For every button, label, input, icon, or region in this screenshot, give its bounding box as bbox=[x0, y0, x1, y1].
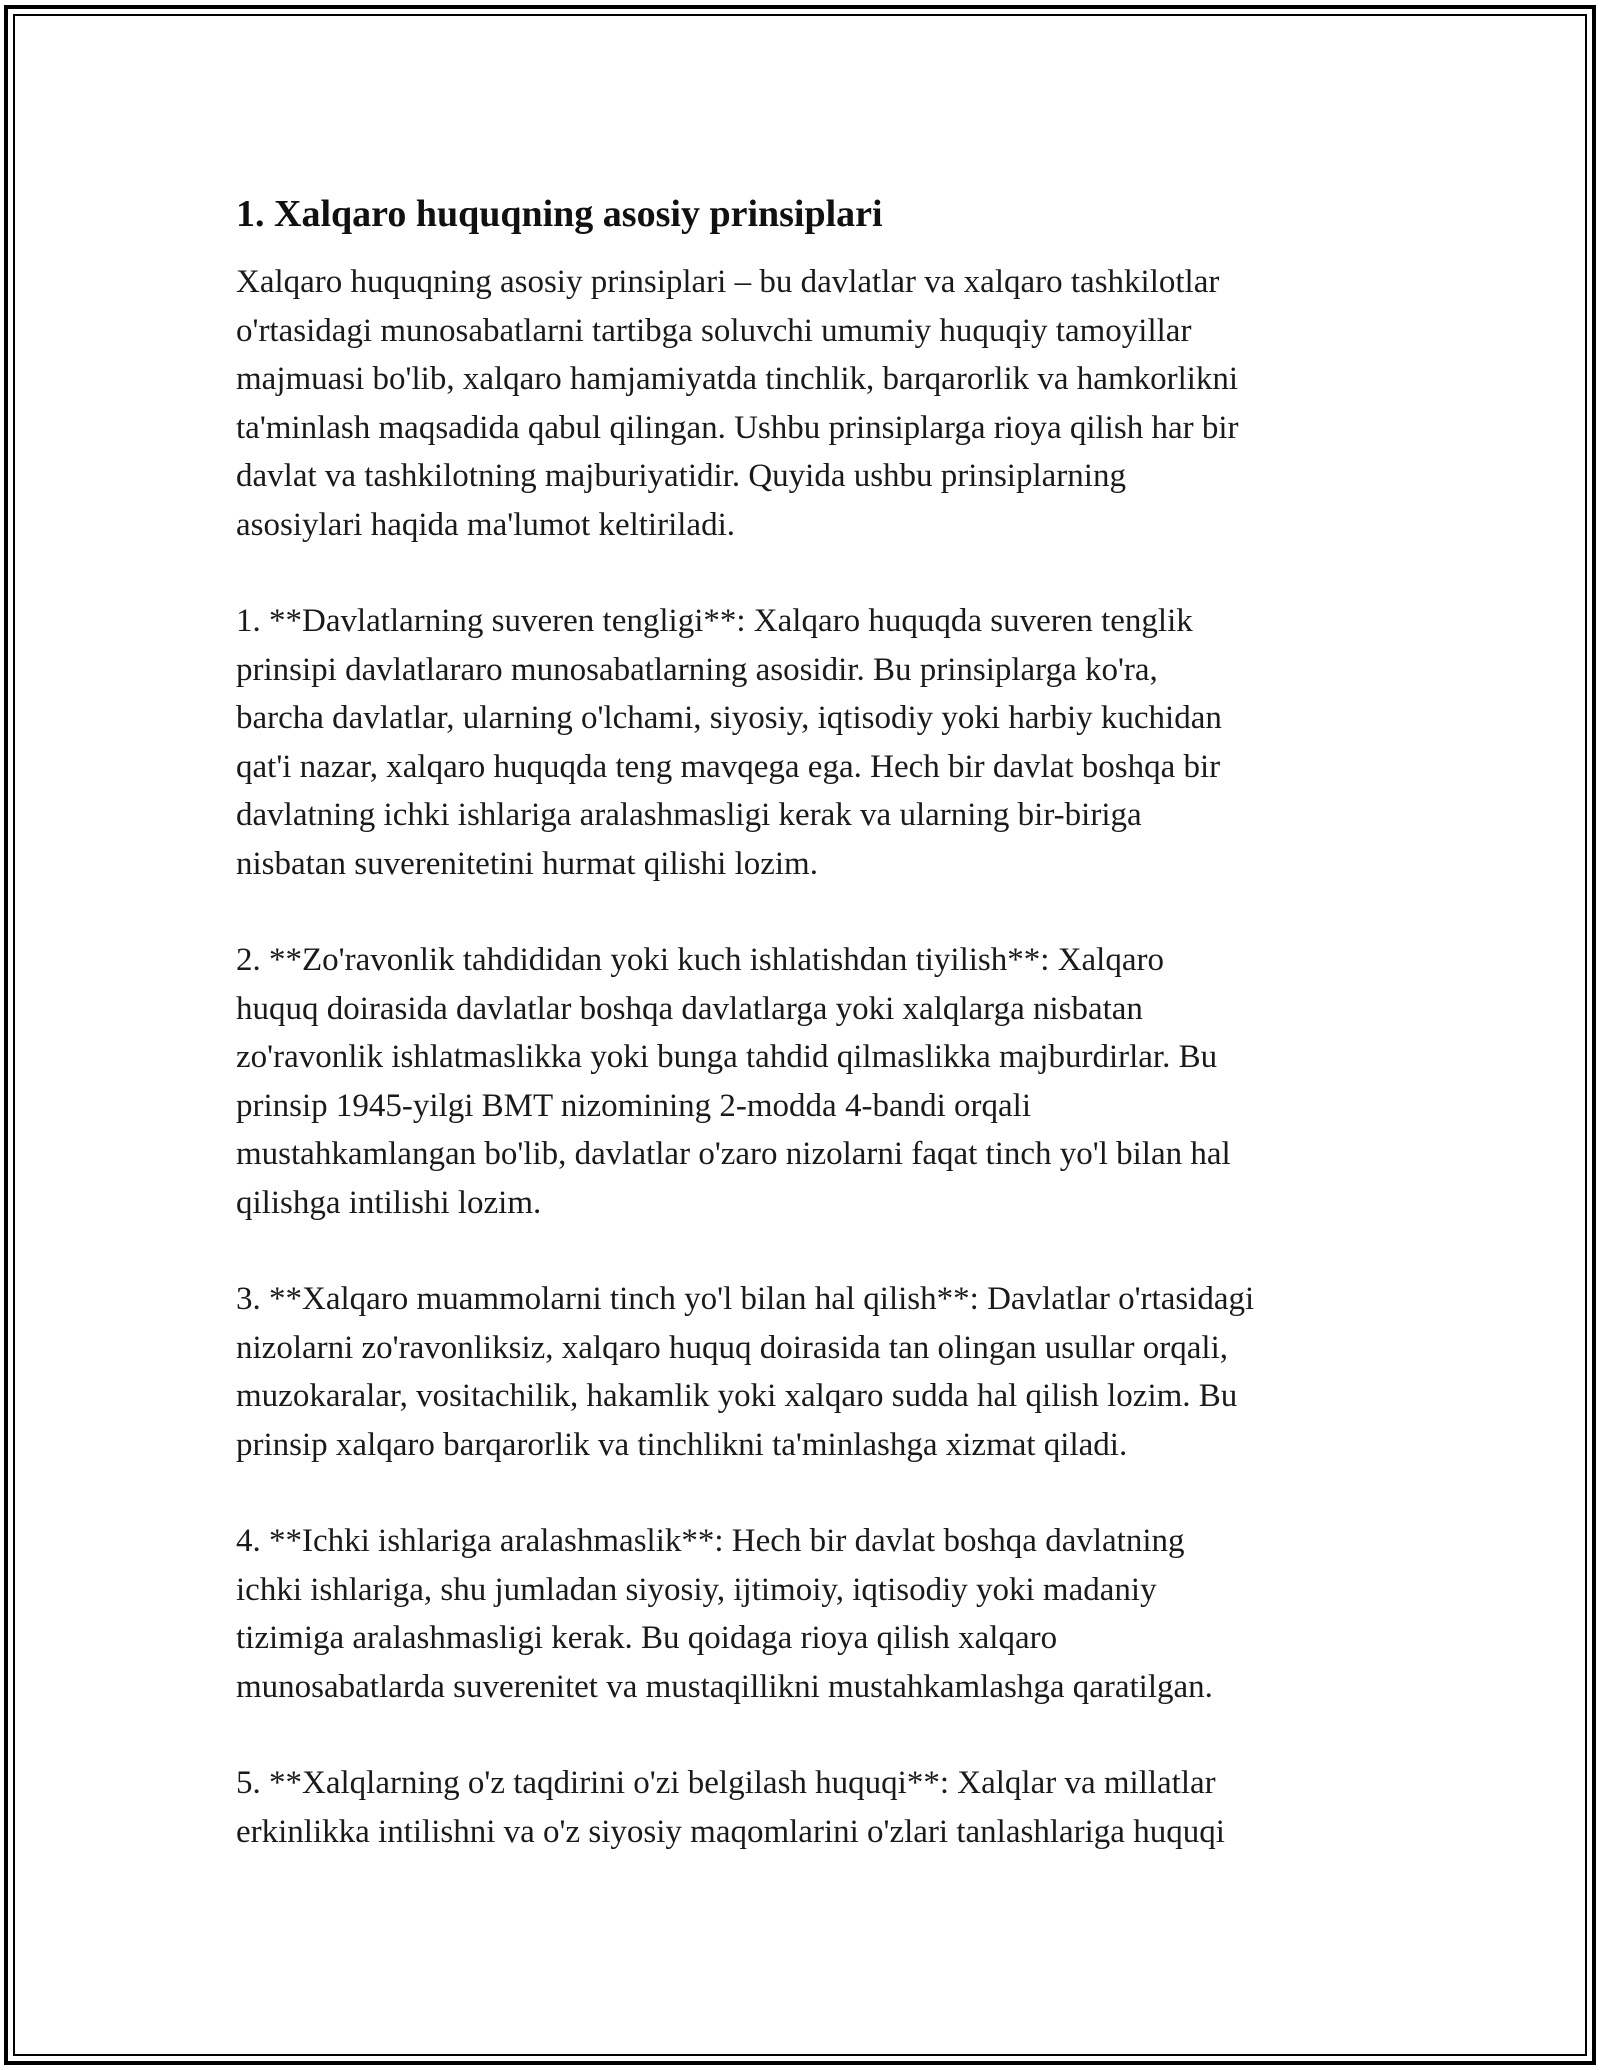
intro-paragraph: Xalqaro huquqning asosiy prinsiplari – bu davlatlar va xalqaro tashkilotlar o'rtasidagi munosabatlarni tartibga soluvchi umumiy huquqiy tamoyillar majmuasi bo'lib, xalqaro hamjamiyatda tinchlik, barqarorlik va hamkorlikni ta'minlash maqsadida qabul qilingan. Ushbu prinsiplarga rioya qilish har bir davlat va tashkilotning majburiyatidir. Quyida ushbu prinsiplarning asosiylari haqida ma'lumot keltiriladi. bbox=[236, 264, 1239, 543]
principle-3-paragraph: 3. **Xalqaro muammolarni tinch yo'l bilan hal qilish**: Davlatlar o'rtasidagi nizolarni zo'ravonliksiz, xalqaro huquq doirasida tan olingan usullar orqali, muzokaralar, vositachilik, hakamlik yoki xalqaro sudda hal qilish lozim. Bu prinsip xalqaro barqarorlik va tinchlikni ta'minlashga xizmat qiladi. bbox=[236, 1281, 1255, 1463]
principle-5-paragraph: 5. **Xalqlarning o'z taqdirini o'zi belgilash huquqi**: Xalqlar va millatlar erkinlikka intilishni va o'z siyosiy maqomlarini o'zlari tanlashlariga huquqi bbox=[236, 1765, 1225, 1850]
principle-4-paragraph: 4. **Ichki ishlariga aralashmaslik**: Hech bir davlat boshqa davlatning ichki ishlariga, shu jumladan siyosiy, ijtimoiy, iqtisodiy yoki madaniy tizimiga aralashmasligi kerak. Bu qoidaga rioya qilish xalqaro munosabatlarda suverenitet va mustaqillikni mustahkamlashga qaratilgan. bbox=[236, 1523, 1213, 1705]
principle-2-paragraph: 2. **Zo'ravonlik tahdididan yoki kuch ishlatishdan tiyilish**: Xalqaro huquq doirasida davlatlar boshqa davlatlarga yoki xalqlarga nisbatan zo'ravonlik ishlatmaslikka yoki bunga tahdid qilmaslikka majburdirlar. Bu prinsip 1945-yilgi BMT nizomining 2-modda 4-bandi orqali mustahkamlangan bo'lib, davlatlar o'zaro nizolarni faqat tinch yo'l bilan hal qilishga intilishi lozim. bbox=[236, 942, 1231, 1221]
section-heading: 1. Xalqaro huquqning asosiy prinsiplari bbox=[236, 193, 883, 235]
principle-1-paragraph: 1. **Davlatlarning suveren tengligi**: Xalqaro huquqda suveren tenglik prinsipi davlatlararo munosabatlarning asosidir. Bu prinsiplarga ko'ra, barcha davlatlar, ularning o'lchami, siyosiy, iqtisodiy yoki harbiy kuchidan qat'i nazar, xalqaro huquqda teng mavqega ega. Hech bir davlat boshqa bir davlatning ichki ishlariga aralashmasligi kerak va ularning bir-biriga nisbatan suverenitetini hurmat qilishi lozim. bbox=[236, 603, 1222, 882]
document-body bbox=[236, 186, 1386, 1904]
